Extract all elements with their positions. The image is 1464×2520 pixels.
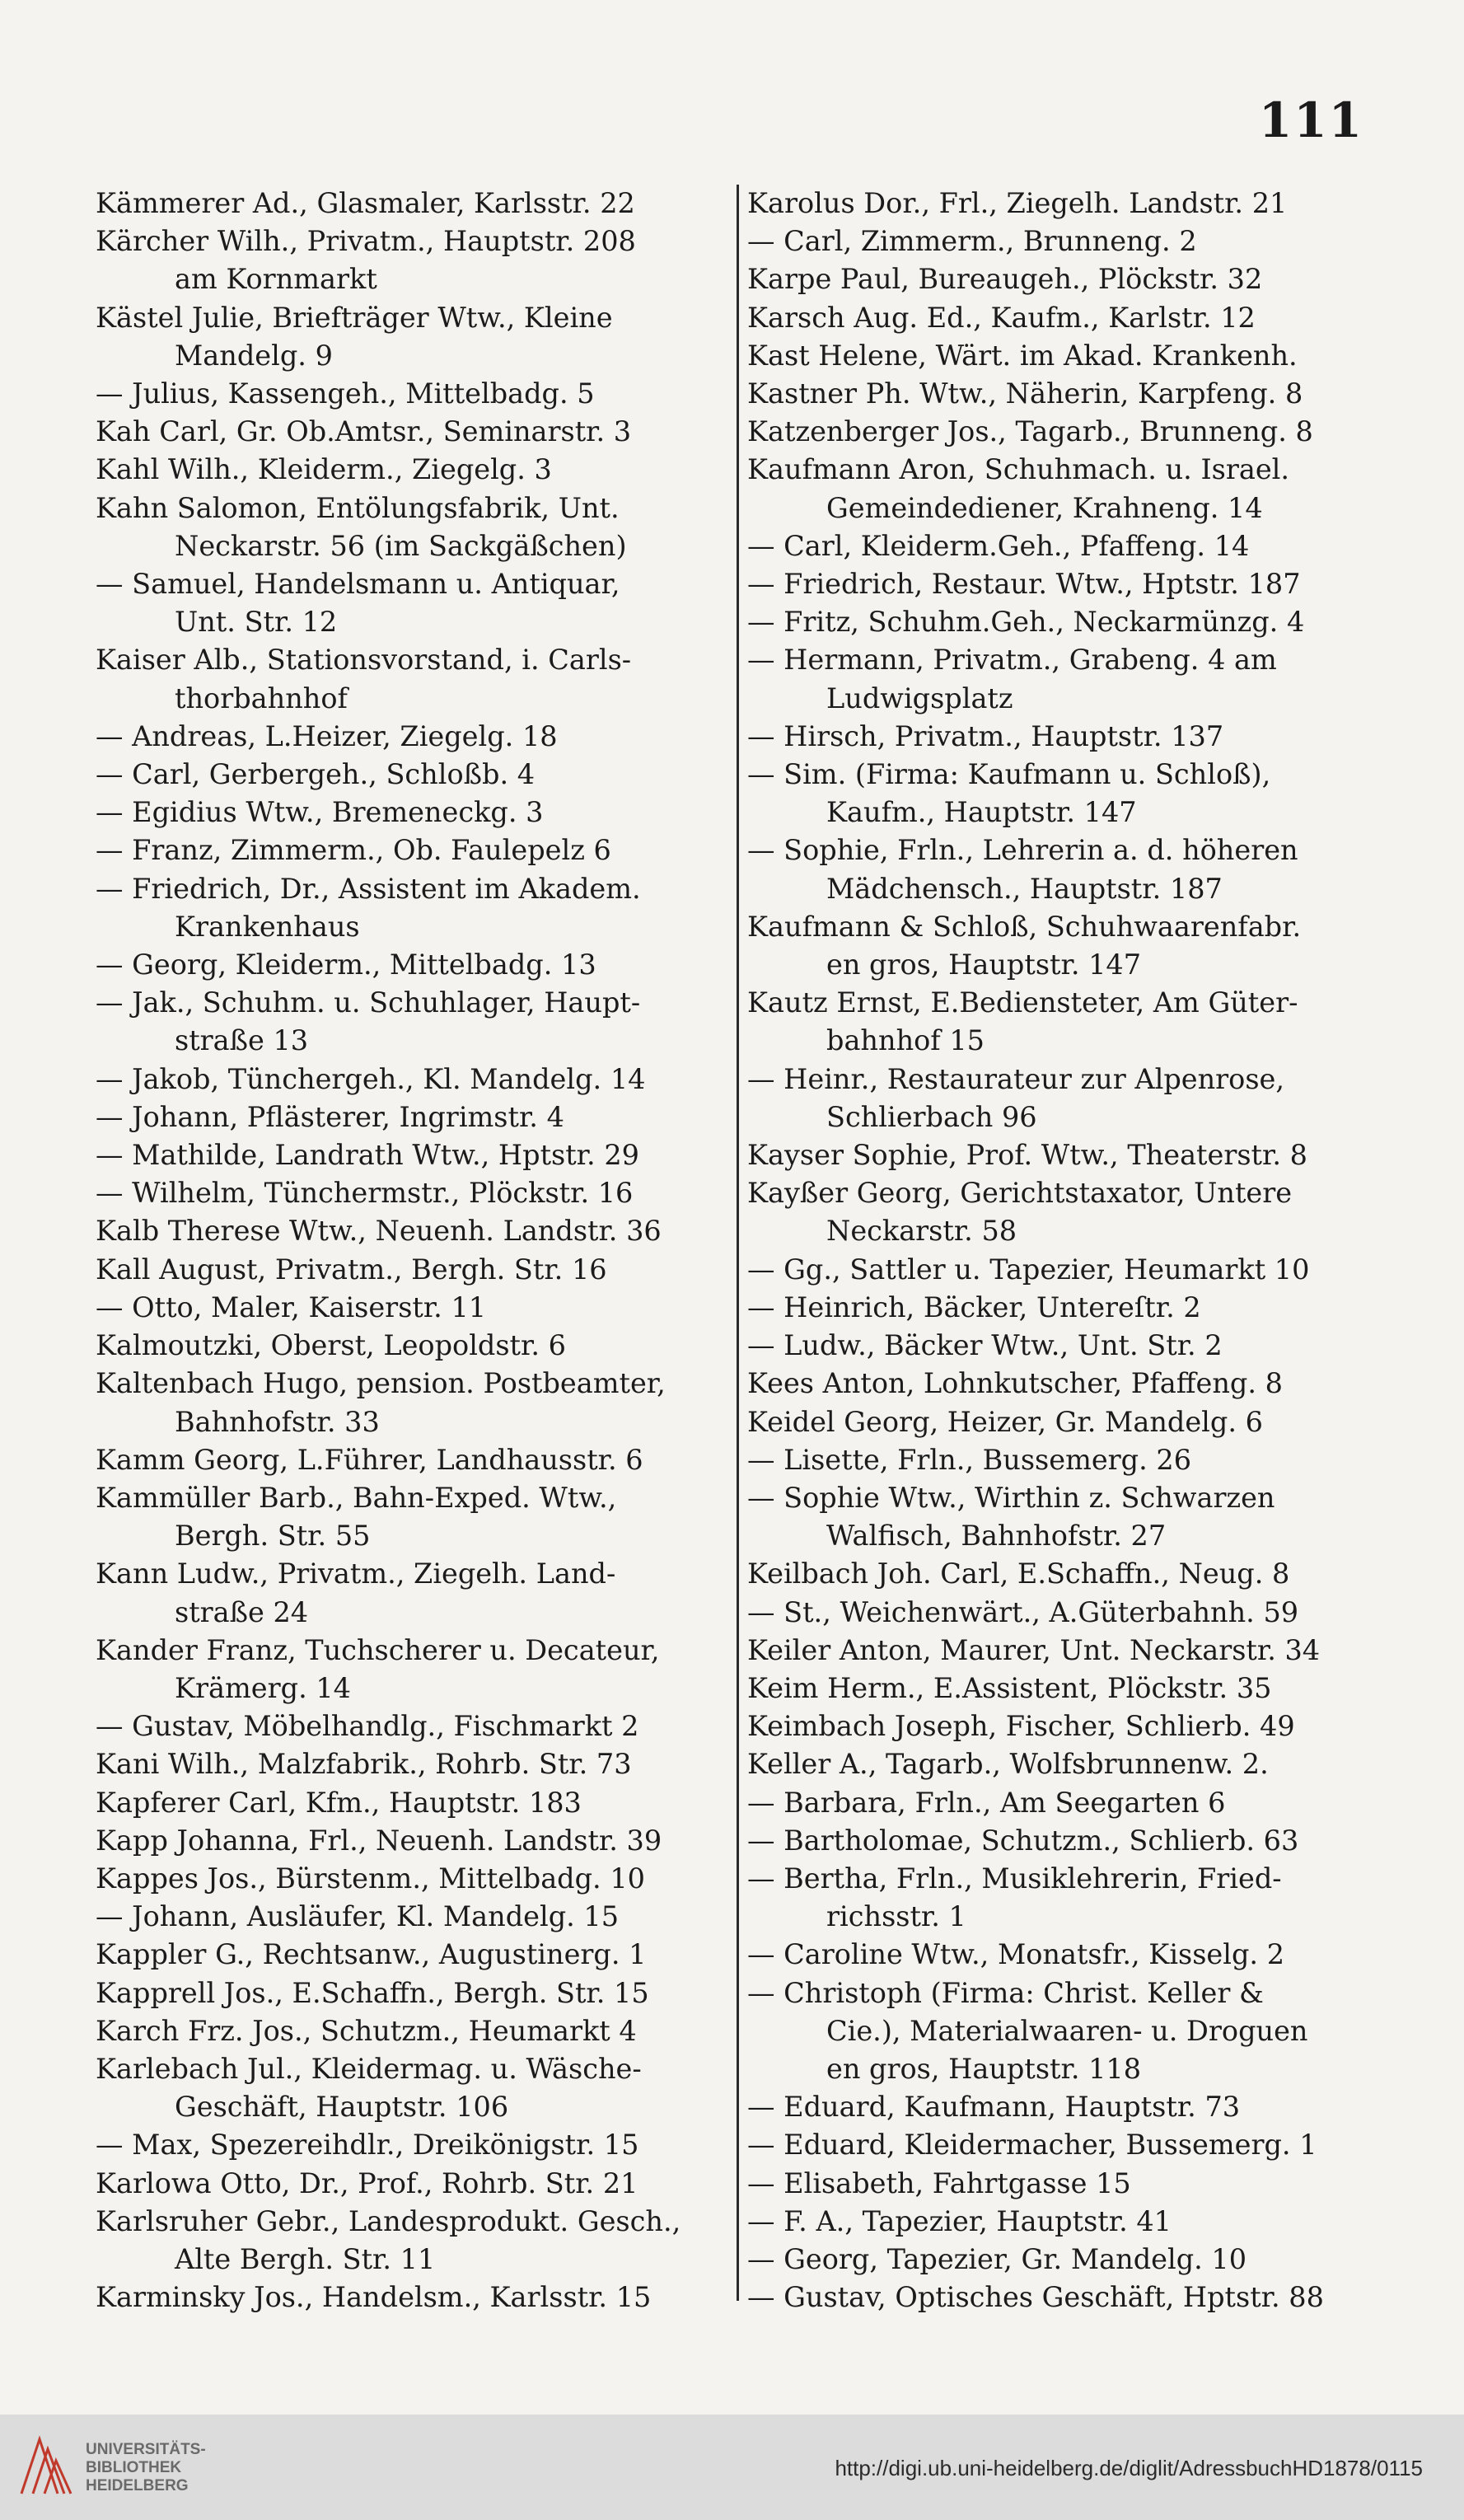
source-url[interactable]: http://digi.ub.uni-heidelberg.de/diglit/AdressbuchHD1878/0115: [835, 2456, 1423, 2480]
directory-entry: — Franz, Zimmerm., Ob. Faulepelz 6: [96, 834, 611, 867]
directory-entry: Katzenberger Jos., Tagarb., Brunneng. 8: [747, 415, 1313, 448]
entry-continuation: Ludwigsplatz: [826, 682, 1013, 714]
directory-entry: — Bertha, Frln., Musiklehrerin, Fried-: [747, 1862, 1282, 1895]
directory-entry: — Max, Spezereihdlr., Dreikönigstr. 15: [96, 2129, 639, 2162]
directory-entry: — Gg., Sattler u. Tapezier, Heumarkt 10: [747, 1253, 1310, 1286]
directory-entry: — Hermann, Privatm., Grabeng. 4 am: [747, 644, 1277, 677]
directory-entry: — Carl, Gerbergeh., Schloßb. 4: [96, 758, 536, 791]
directory-entry: — Egidius Wtw., Bremeneckg. 3: [96, 796, 544, 829]
directory-entry: Kamm Georg, L.Führer, Landhausstr. 6: [96, 1443, 643, 1476]
directory-entry: Kahn Salomon, Entölungsfabrik, Unt.: [96, 491, 620, 524]
directory-entry: Karolus Dor., Frl., Ziegelh. Landstr. 21: [747, 187, 1288, 219]
directory-entry: — Barbara, Frln., Am Seegarten 6: [747, 1786, 1226, 1819]
directory-entry: — Friedrich, Restaur. Wtw., Hptstr. 187: [747, 568, 1301, 601]
directory-entry: — Elisabeth, Fahrtgasse 15: [747, 2166, 1131, 2199]
footer-bar: [0, 2415, 1464, 2520]
directory-entry: — Eduard, Kleidermacher, Bussemerg. 1: [747, 2129, 1317, 2162]
directory-entry: — Jakob, Tünchergeh., Kl. Mandelg. 14: [96, 1062, 646, 1095]
right-column: [739, 185, 1380, 2316]
entry-continuation: Mädchensch., Hauptstr. 187: [826, 872, 1223, 905]
entry-continuation: richsstr. 1: [826, 1900, 966, 1933]
directory-entry: Kärcher Wilh., Privatm., Hauptstr. 208: [96, 225, 636, 258]
directory-entry: Kaltenbach Hugo, pension. Postbeamter,: [96, 1367, 666, 1400]
directory-entry: Kander Franz, Tuchscherer u. Decateur,: [96, 1633, 660, 1666]
directory-entry: — St., Weichenwärt., A.Güterbahnh. 59: [747, 1595, 1299, 1628]
directory-entry: Kammüller Barb., Bahn-Exped. Wtw.,: [96, 1481, 617, 1514]
entry-continuation: Krämerg. 14: [175, 1671, 351, 1704]
directory-entry: Kann Ludw., Privatm., Ziegelh. Land-: [96, 1557, 616, 1590]
left-column: [96, 185, 737, 2316]
entry-continuation: Krankenhaus: [175, 910, 360, 943]
entry-continuation: Neckarstr. 58: [826, 1215, 1017, 1248]
directory-entry: — Ludw., Bäcker Wtw., Unt. Str. 2: [747, 1329, 1223, 1362]
entry-continuation: Cie.), Materialwaaren- u. Droguen: [826, 2014, 1308, 2047]
entry-continuation: Bahnhofstr. 33: [175, 1405, 380, 1438]
directory-entry: Karminsky Jos., Handelsm., Karlsstr. 15: [96, 2281, 652, 2314]
directory-entry: Kayßer Georg, Gerichtstaxator, Untere: [747, 1177, 1293, 1210]
directory-entry: — Eduard, Kaufmann, Hauptstr. 73: [747, 2091, 1241, 2124]
directory-entry: Kaiser Alb., Stationsvorstand, i. Carls-: [96, 644, 632, 677]
entry-continuation: Geschäft, Hauptstr. 106: [175, 2091, 509, 2124]
directory-entry: — Heinrich, Bäcker, Untereſtr. 2: [747, 1290, 1201, 1323]
directory-entry: Kani Wilh., Malzfabrik., Rohrb. Str. 73: [96, 1748, 632, 1781]
directory-entry: Kappler G., Rechtsanw., Augustinerg. 1: [96, 1938, 647, 1971]
directory-entry: Keim Herm., E.Assistent, Plöckstr. 35: [747, 1671, 1272, 1704]
directory-entry: — Otto, Maler, Kaiserstr. 11: [96, 1290, 487, 1323]
directory-entry: Kast Helene, Wärt. im Akad. Krankenh.: [747, 339, 1298, 372]
directory-entry: Kall August, Privatm., Bergh. Str. 16: [96, 1253, 607, 1286]
directory-entry: Kappes Jos., Bürstenm., Mittelbadg. 10: [96, 1862, 645, 1895]
directory-entry: Kautz Ernst, E.Bediensteter, Am Güter-: [747, 986, 1298, 1019]
directory-entry: Kahl Wilh., Kleiderm., Ziegelg. 3: [96, 453, 552, 486]
directory-columns: [96, 185, 1381, 2316]
directory-entry: Kalb Therese Wtw., Neuenh. Landstr. 36: [96, 1215, 662, 1248]
page-number: 111: [1258, 92, 1363, 148]
directory-entry: — Carl, Kleiderm.Geh., Pfaffeng. 14: [747, 529, 1250, 562]
directory-entry: Keilbach Joh. Carl, E.Schaffn., Neug. 8: [747, 1557, 1290, 1590]
entry-continuation: thorbahnhof: [175, 682, 348, 714]
library-name: [86, 2441, 206, 2495]
directory-entry: — Bartholomae, Schutzm., Schlierb. 63: [747, 1824, 1299, 1857]
entry-continuation: Neckarstr. 56 (im Sackgäßchen): [175, 529, 627, 562]
directory-entry: Kayser Sophie, Prof. Wtw., Theaterstr. 8: [747, 1139, 1307, 1172]
entry-continuation: Bergh. Str. 55: [175, 1520, 371, 1553]
directory-entry: — Hirsch, Privatm., Hauptstr. 137: [747, 719, 1224, 752]
directory-entry: Keimbach Joseph, Fischer, Schlierb. 49: [747, 1710, 1295, 1743]
entry-continuation: am Kornmarkt: [175, 263, 377, 296]
directory-entry: Kalmoutzki, Oberst, Leopoldstr. 6: [96, 1329, 566, 1362]
directory-entry: Karlowa Otto, Dr., Prof., Rohrb. Str. 21: [96, 2166, 638, 2199]
directory-entry: Karch Frz. Jos., Schutzm., Heumarkt 4: [96, 2014, 637, 2047]
directory-entry: — Christoph (Firma: Christ. Keller &: [747, 1976, 1264, 2009]
directory-entry: — Heinr., Restaurateur zur Alpenrose,: [747, 1062, 1285, 1095]
directory-entry: Kastner Ph. Wtw., Näherin, Karpfeng. 8: [747, 377, 1303, 410]
directory-entry: Keiler Anton, Maurer, Unt. Neckarstr. 34: [747, 1633, 1321, 1666]
library-name-line: BIBLIOTHEK: [86, 2459, 182, 2476]
directory-entry: Kapprell Jos., E.Schaffn., Bergh. Str. 15: [96, 1976, 649, 2009]
entry-continuation: straße 13: [175, 1024, 309, 1057]
directory-entry: Kapp Johanna, Frl., Neuenh. Landstr. 39: [96, 1824, 662, 1857]
entry-continuation: Alte Bergh. Str. 11: [175, 2242, 436, 2275]
entry-continuation: straße 24: [175, 1595, 309, 1628]
directory-entry: — Sophie, Frln., Lehrerin a. d. höheren: [747, 834, 1298, 867]
entry-continuation: Mandelg. 9: [175, 339, 333, 372]
directory-entry: — Mathilde, Landrath Wtw., Hptstr. 29: [96, 1139, 639, 1172]
directory-entry: — Georg, Kleiderm., Mittelbadg. 13: [96, 949, 596, 981]
entry-continuation: en gros, Hauptstr. 147: [826, 949, 1142, 981]
directory-entry: Karpe Paul, Bureaugeh., Plöckstr. 32: [747, 263, 1263, 296]
entry-continuation: Gemeindediener, Krahneng. 14: [826, 491, 1263, 524]
directory-entry: Karlebach Jul., Kleidermag. u. Wäsche-: [96, 2052, 642, 2085]
directory-entry: — Andreas, L.Heizer, Ziegelg. 18: [96, 719, 558, 752]
directory-entry: — F. A., Tapezier, Hauptstr. 41: [747, 2204, 1172, 2237]
library-name-line: HEIDELBERG: [86, 2477, 189, 2494]
directory-entry: Kah Carl, Gr. Ob.Amtsr., Seminarstr. 3: [96, 415, 632, 448]
directory-entry: — Julius, Kassengeh., Mittelbadg. 5: [96, 377, 595, 410]
entry-continuation: Unt. Str. 12: [175, 606, 338, 639]
directory-entry: Karsch Aug. Ed., Kaufm., Karlstr. 12: [747, 301, 1256, 334]
entry-continuation: en gros, Hauptstr. 118: [826, 2052, 1142, 2085]
directory-entry: — Fritz, Schuhm.Geh., Neckarmünzg. 4: [747, 606, 1305, 639]
directory-entry: — Gustav, Möbelhandlg., Fischmarkt 2: [96, 1710, 639, 1743]
directory-entry: — Sophie Wtw., Wirthin z. Schwarzen: [747, 1481, 1275, 1514]
directory-entry: — Lisette, Frln., Bussemerg. 26: [747, 1443, 1192, 1476]
directory-entry: — Gustav, Optisches Geschäft, Hptstr. 88: [747, 2281, 1324, 2314]
directory-entry: Kaufmann & Schloß, Schuhwaarenfabr.: [747, 910, 1302, 943]
library-name-line: UNIVERSITÄTS-: [86, 2441, 206, 2458]
directory-entry: — Samuel, Handelsmann u. Antiquar,: [96, 568, 620, 601]
directory-entry: — Caroline Wtw., Monatsfr., Kisselg. 2: [747, 1938, 1285, 1971]
directory-entry: — Jak., Schuhm. u. Schuhlager, Haupt-: [96, 986, 641, 1019]
directory-entry: Kaufmann Aron, Schuhmach. u. Israel.: [747, 453, 1290, 486]
directory-entry: Kämmerer Ad., Glasmaler, Karlsstr. 22: [96, 187, 635, 219]
directory-entry: Kästel Julie, Briefträger Wtw., Kleine: [96, 301, 613, 334]
directory-entry: Keller A., Tagarb., Wolfsbrunnenw. 2.: [747, 1748, 1269, 1781]
directory-entry: — Sim. (Firma: Kaufmann u. Schloß),: [747, 758, 1271, 791]
directory-entry: Kees Anton, Lohnkutscher, Pfaffeng. 8: [747, 1367, 1283, 1400]
entry-continuation: Walfisch, Bahnhofstr. 27: [826, 1520, 1167, 1553]
directory-entry: — Georg, Tapezier, Gr. Mandelg. 10: [747, 2242, 1247, 2275]
directory-entry: — Friedrich, Dr., Assistent im Akadem.: [96, 872, 641, 905]
directory-entry: — Carl, Zimmerm., Brunneng. 2: [747, 225, 1197, 258]
entry-continuation: bahnhof 15: [826, 1024, 985, 1057]
entry-continuation: Kaufm., Hauptstr. 147: [826, 796, 1137, 829]
directory-entry: — Johann, Pflästerer, Ingrimstr. 4: [96, 1100, 564, 1133]
directory-entry: — Johann, Ausläufer, Kl. Mandelg. 15: [96, 1900, 620, 1933]
entry-continuation: Schlierbach 96: [826, 1100, 1037, 1133]
directory-entry: — Wilhelm, Tünchermstr., Plöckstr. 16: [96, 1177, 634, 1210]
university-library-logo-icon: [15, 2433, 76, 2499]
directory-entry: Kapferer Carl, Kfm., Hauptstr. 183: [96, 1786, 582, 1819]
directory-entry: Karlsruher Gebr., Landesprodukt. Gesch.,: [96, 2204, 681, 2237]
directory-entry: Keidel Georg, Heizer, Gr. Mandelg. 6: [747, 1405, 1263, 1438]
